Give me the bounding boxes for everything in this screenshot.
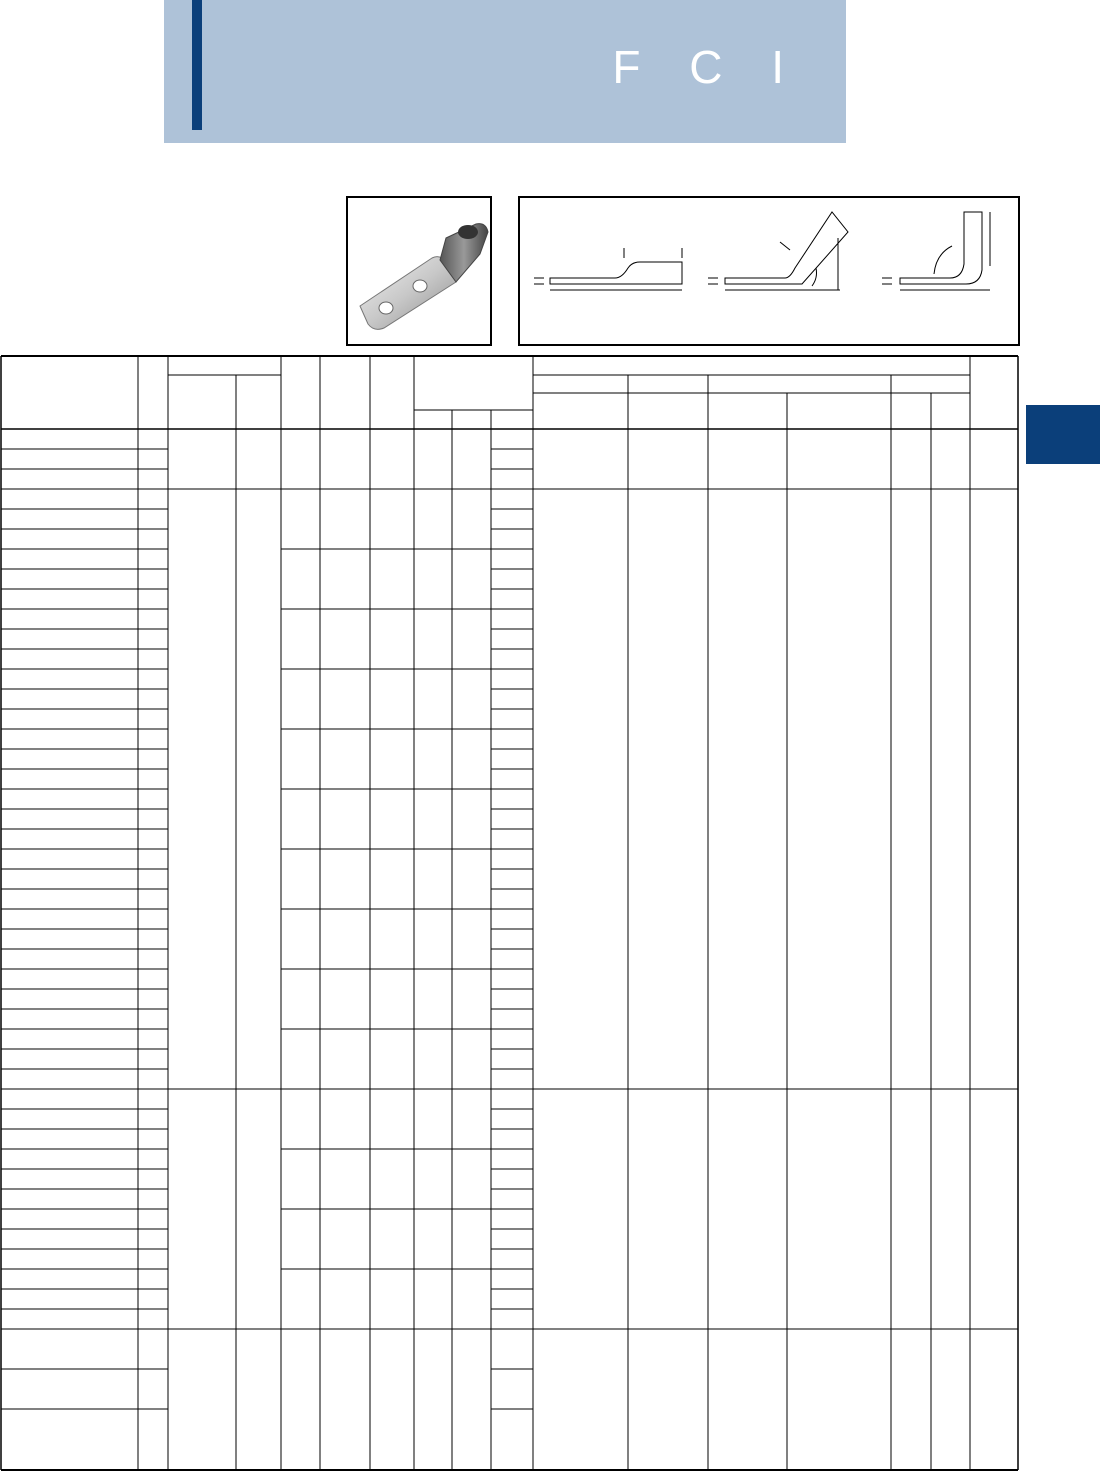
spec-table-grid	[0, 355, 1020, 1472]
section-tab	[1026, 405, 1100, 464]
spec-table	[0, 355, 1020, 1472]
two-hole-lug-icon	[348, 198, 490, 344]
angled-lug-diagram-icon	[708, 212, 848, 290]
straight-lug-diagram-icon	[534, 248, 682, 290]
product-photo	[346, 196, 492, 346]
brand-logo: F C I	[612, 41, 802, 93]
header-banner	[164, 0, 846, 143]
right-angle-lug-diagram-icon	[882, 212, 990, 290]
dimension-diagrams	[518, 196, 1020, 346]
banner-accent-bar	[192, 0, 202, 130]
